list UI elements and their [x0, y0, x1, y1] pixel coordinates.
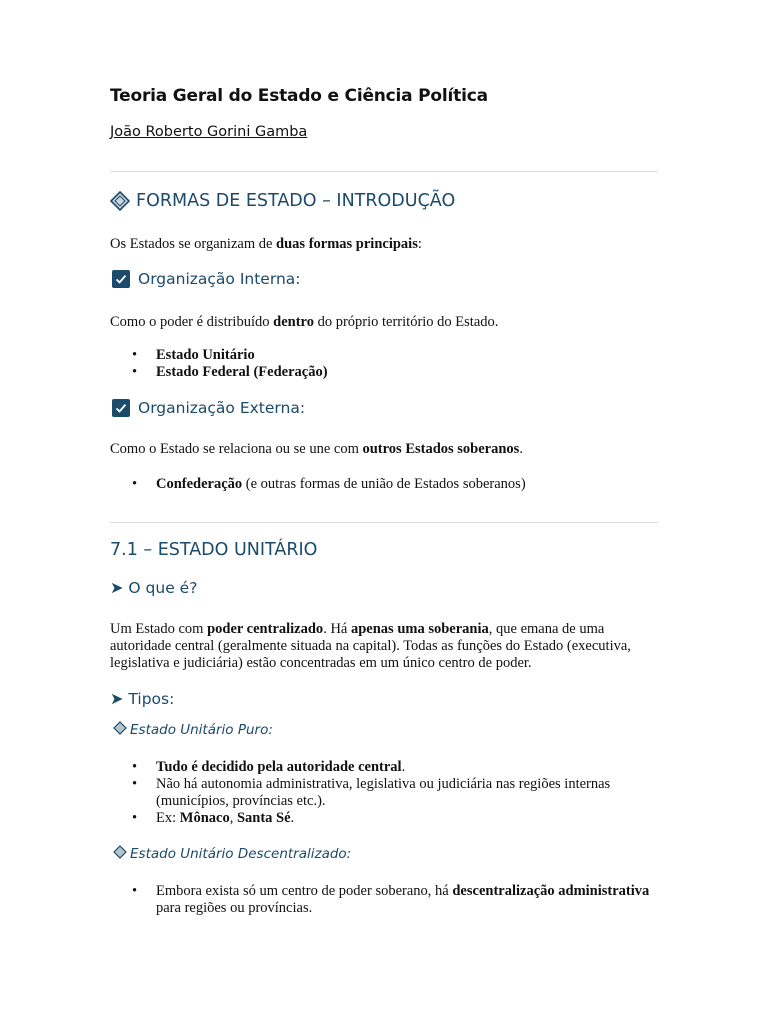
section-heading-formas — [110, 191, 455, 211]
small-diamond-icon — [113, 721, 127, 739]
document-title: Teoria Geral do Estado e Ciência Política — [110, 86, 488, 106]
list-item: • Estado Federal (Federação) — [156, 364, 656, 381]
subheading-text: Organização Interna: — [138, 270, 301, 288]
subheading-tipos — [110, 689, 174, 708]
subheading-externa — [110, 399, 305, 417]
subheading-que-e — [110, 578, 197, 597]
subsubheading-descentralizado — [110, 845, 351, 863]
list-item: • Tudo é decidido pela autoridade central. — [156, 759, 656, 776]
section-heading-text: FORMAS DE ESTADO – INTRODUÇÃO — [136, 191, 456, 211]
small-diamond-icon — [113, 845, 127, 863]
interna-list — [110, 347, 656, 381]
formas-intro: Os Estados se organizam de duas formas principais: — [110, 236, 422, 252]
check-box-icon — [112, 270, 130, 288]
subsubheading-text: Estado Unitário Puro: — [130, 722, 273, 738]
diamond-outline-icon — [110, 191, 130, 211]
subsubheading-text: Estado Unitário Descentralizado: — [130, 846, 352, 862]
subheading-text: Organização Externa: — [138, 399, 306, 417]
subheading-text: Tipos: — [128, 689, 175, 708]
check-box-icon — [112, 399, 130, 417]
externa-list — [110, 476, 656, 493]
list-item: • Estado Unitário — [156, 347, 656, 364]
document-author: João Roberto Gorini Gamba — [110, 124, 308, 140]
externa-text: Como o Estado se relaciona ou se une com outros Estados soberanos. — [110, 441, 523, 457]
subsubheading-puro — [110, 721, 273, 739]
list-item: • Não há autonomia administrativa, legislativa ou judiciária nas regiões internas (municípios, províncias etc.). — [156, 776, 656, 810]
arrow-right-icon: ➤ — [110, 578, 124, 597]
subheading-text: O que é? — [128, 578, 198, 597]
descentralizado-list — [110, 883, 656, 917]
subheading-interna — [110, 270, 301, 288]
list-item: • Embora exista só um centro de poder soberano, há descentralização administrativa para regiões ou províncias. — [156, 883, 656, 917]
divider — [110, 522, 658, 523]
interna-text: Como o poder é distribuído dentro do próprio território do Estado. — [110, 314, 499, 330]
que-e-paragraph: Um Estado com poder centralizado. Há apenas uma soberania, que emana de uma autoridade central (geralmente situada na capital). Todas as funções do Estado (executiva, legislativa e judiciária) estão concentradas em um único centro de poder. — [110, 621, 631, 671]
divider — [110, 171, 658, 172]
list-item: • Confederação (e outras formas de união de Estados soberanos) — [156, 476, 656, 493]
arrow-right-icon: ➤ — [110, 689, 124, 708]
puro-list — [110, 759, 656, 827]
section-heading-unitario: 7.1 – ESTADO UNITÁRIO — [110, 540, 318, 560]
list-item: • Ex: Mônaco, Santa Sé. — [156, 810, 656, 827]
